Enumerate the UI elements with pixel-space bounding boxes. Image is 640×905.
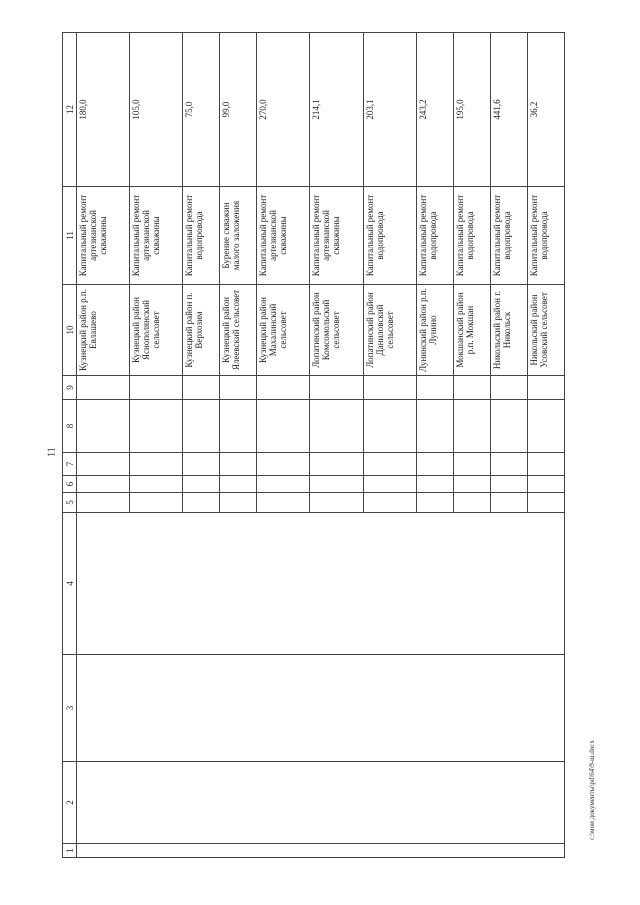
empty-cell	[130, 493, 183, 513]
work-type-cell: Капитальный ремонт артезианской скважины	[77, 187, 130, 285]
empty-cell	[130, 400, 183, 453]
table-row	[77, 33, 130, 858]
empty-cell	[453, 493, 490, 513]
merged-cell-col4	[77, 513, 565, 655]
column-header: 4	[63, 513, 77, 655]
empty-cell	[490, 453, 527, 476]
amount-cell: 214,1	[310, 33, 363, 187]
empty-cell	[527, 453, 564, 476]
location-cell: Лопатинский район Даниловский сельсовет	[363, 285, 416, 376]
column-header: 9	[63, 376, 77, 400]
rotated-table-container	[62, 33, 565, 858]
location-cell: Кузнецкий район р.п. Евлашево	[77, 285, 130, 376]
empty-cell	[416, 493, 453, 513]
empty-cell	[257, 400, 310, 453]
empty-cell	[416, 453, 453, 476]
empty-cell	[453, 376, 490, 400]
empty-cell	[77, 400, 130, 453]
column-header: 7	[63, 453, 77, 476]
empty-cell	[363, 453, 416, 476]
amount-cell: 36,2	[527, 33, 564, 187]
location-cell: Лунинский район р.п. Лунино	[416, 285, 453, 376]
location-cell: Мокшанский район р.п. Мокшан	[453, 285, 490, 376]
empty-cell	[220, 376, 257, 400]
work-type-cell: Капитальный ремонт водопровода	[490, 187, 527, 285]
merged-cell-col1	[77, 844, 565, 858]
empty-cell	[220, 493, 257, 513]
amount-cell: 99,0	[220, 33, 257, 187]
column-header: 6	[63, 476, 77, 493]
header-row	[63, 33, 77, 858]
amount-cell: 203,1	[363, 33, 416, 187]
empty-cell	[363, 493, 416, 513]
column-header: 12	[63, 33, 77, 187]
page-number: 11	[46, 447, 58, 457]
work-type-cell: Капитальный ремонт водопровода	[416, 187, 453, 285]
empty-cell	[77, 476, 130, 493]
work-type-cell: Капитальный ремонт водопровода	[453, 187, 490, 285]
merged-cell-col2	[77, 762, 565, 844]
amount-cell: 243,2	[416, 33, 453, 187]
empty-cell	[310, 400, 363, 453]
work-type-cell: Капитальный ремонт водопровода	[527, 187, 564, 285]
amount-cell: 270,0	[257, 33, 310, 187]
location-cell: Кузнецкий район Махалинский сельсовет	[257, 285, 310, 376]
work-type-cell: Капитальный ремонт артезианской скважины	[130, 187, 183, 285]
empty-cell	[220, 400, 257, 453]
empty-cell	[453, 476, 490, 493]
column-header: 10	[63, 285, 77, 376]
location-cell: Никольский район г. Никольск	[490, 285, 527, 376]
merged-cell-col3	[77, 655, 565, 762]
empty-cell	[183, 376, 220, 400]
data-table	[62, 32, 565, 858]
amount-cell: 195,0	[453, 33, 490, 187]
empty-cell	[490, 376, 527, 400]
empty-cell	[416, 476, 453, 493]
work-type-cell: Капитальный ремонт артезианской скважины	[310, 187, 363, 285]
work-type-cell: Капитальный ремонт водопровода	[183, 187, 220, 285]
work-type-cell: Бурение скважин малого заложения	[220, 187, 257, 285]
empty-cell	[183, 493, 220, 513]
empty-cell	[130, 453, 183, 476]
empty-cell	[527, 476, 564, 493]
location-cell: Никольский район Усовский сельсовет	[527, 285, 564, 376]
empty-cell	[77, 376, 130, 400]
column-header: 8	[63, 400, 77, 453]
empty-cell	[220, 453, 257, 476]
empty-cell	[490, 476, 527, 493]
empty-cell	[77, 453, 130, 476]
empty-cell	[453, 453, 490, 476]
amount-cell: 180,0	[77, 33, 130, 187]
empty-cell	[363, 400, 416, 453]
empty-cell	[130, 376, 183, 400]
location-cell: Лопатинский район Комсомольский сельсовет	[310, 285, 363, 376]
empty-cell	[257, 476, 310, 493]
empty-cell	[310, 493, 363, 513]
empty-cell	[257, 376, 310, 400]
work-type-cell: Капитальный ремонт водопровода	[363, 187, 416, 285]
empty-cell	[527, 400, 564, 453]
empty-cell	[257, 453, 310, 476]
empty-cell	[183, 400, 220, 453]
empty-cell	[130, 476, 183, 493]
amount-cell: 105,0	[130, 33, 183, 187]
column-header: 1	[63, 844, 77, 858]
empty-cell	[490, 400, 527, 453]
empty-cell	[183, 453, 220, 476]
column-header: 11	[63, 187, 77, 285]
empty-cell	[490, 493, 527, 513]
column-header: 5	[63, 493, 77, 513]
location-cell: Кузнецкий район п. Верхозим	[183, 285, 220, 376]
empty-cell	[416, 376, 453, 400]
empty-cell	[363, 376, 416, 400]
empty-cell	[77, 493, 130, 513]
empty-cell	[416, 400, 453, 453]
empty-cell	[453, 400, 490, 453]
amount-cell: 75,0	[183, 33, 220, 187]
empty-cell	[257, 493, 310, 513]
empty-cell	[363, 476, 416, 493]
amount-cell: 441,6	[490, 33, 527, 187]
empty-cell	[527, 376, 564, 400]
footer-file-path: c:\мои документы\pd\64\9-ш.docx	[588, 740, 596, 840]
empty-cell	[220, 476, 257, 493]
empty-cell	[527, 493, 564, 513]
location-cell: Кузнецкий район Ялеевский сельсовет	[220, 285, 257, 376]
column-header: 2	[63, 762, 77, 844]
empty-cell	[183, 476, 220, 493]
work-type-cell: Капитальный ремонт артезианской скважины	[257, 187, 310, 285]
location-cell: Кузнецкий район Яснополянский сельсовет	[130, 285, 183, 376]
empty-cell	[310, 376, 363, 400]
column-header: 3	[63, 655, 77, 762]
empty-cell	[310, 476, 363, 493]
empty-cell	[310, 453, 363, 476]
